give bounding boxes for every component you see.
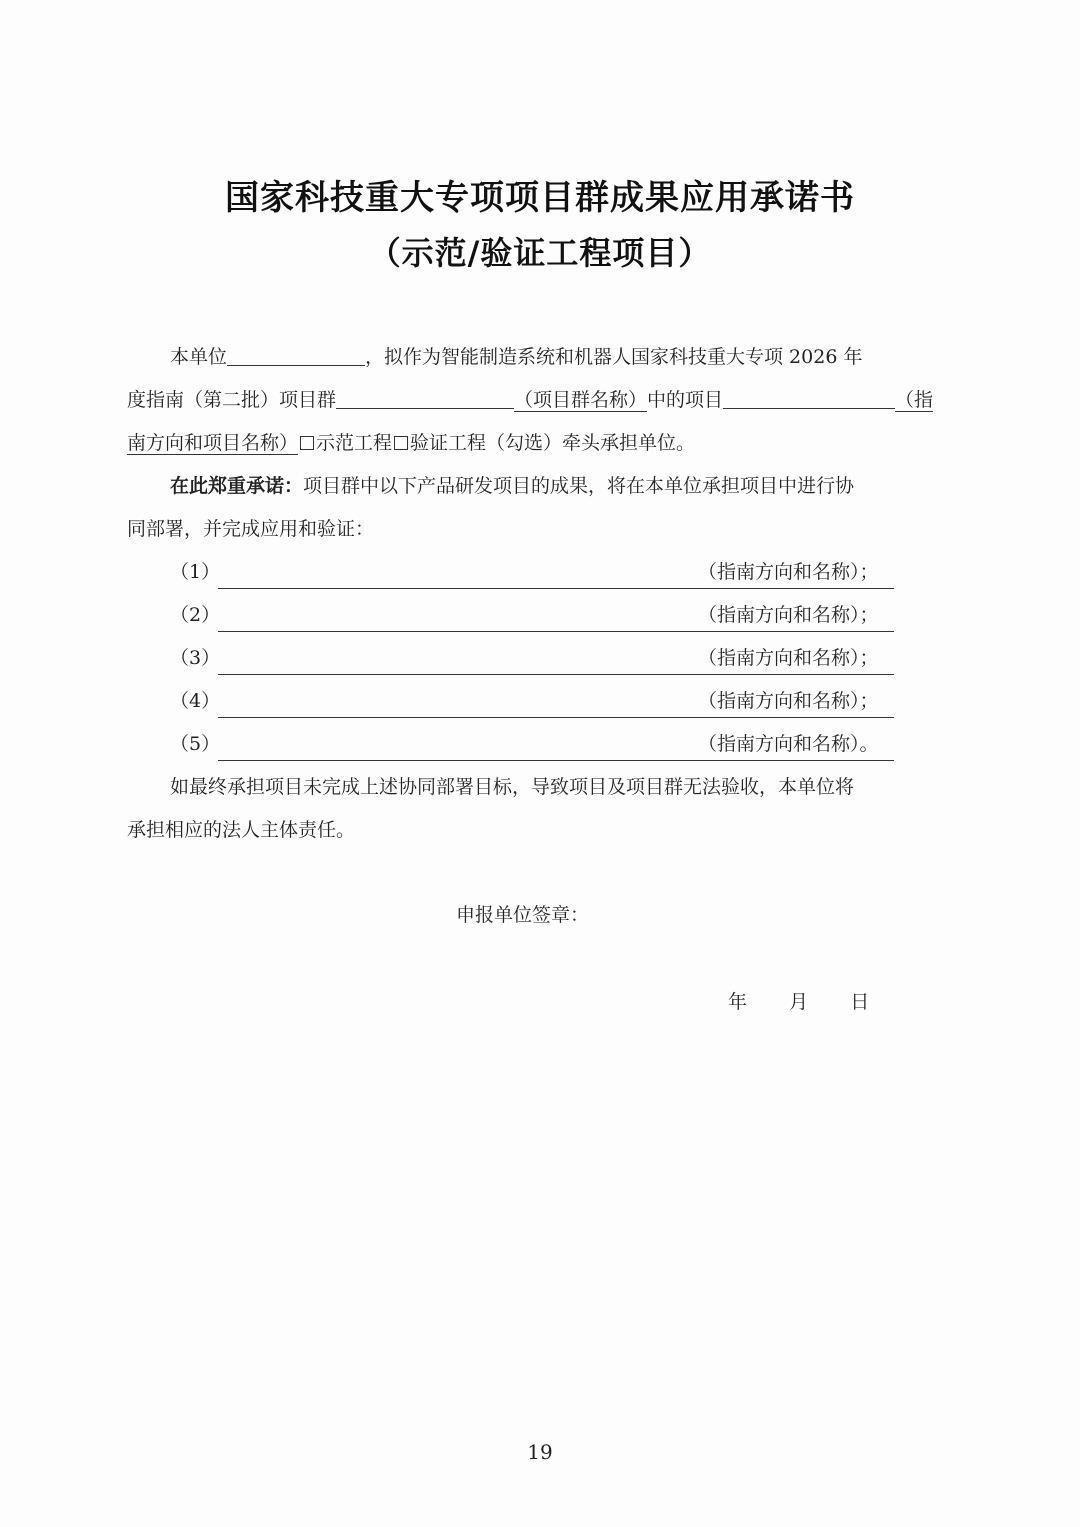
item-number: （2） [170, 604, 221, 626]
verify-project-label: 验证工程（勾选）牵头承担单位。 [410, 432, 696, 454]
page-number: 19 [527, 1440, 553, 1464]
direction-project-hint: 南方向和项目名称） [127, 432, 299, 454]
project-name-blank[interactable] [723, 388, 895, 409]
list-item [170, 732, 879, 756]
demo-project-label: 示范工程 [316, 432, 393, 454]
closing-line1: 如最终承担项目未完成上述协同部署目标，导致项目及项目群无法验收，本单位将 [170, 776, 855, 798]
date-day: 日 [850, 991, 870, 1013]
list-item [170, 603, 879, 627]
document-title: 国家科技重大专项项目群成果应用承诺书 [225, 178, 855, 218]
item-number: （1） [170, 561, 221, 583]
para1-line2-prefix: 度指南（第二批）项目群 [127, 389, 337, 411]
signature-label: 申报单位签章： [456, 904, 590, 926]
date-month: 月 [789, 991, 809, 1013]
item-note: （指南方向和名称）； [698, 690, 879, 712]
pledge-line2 [127, 517, 374, 541]
item-note: （指南方向和名称）。 [698, 733, 879, 755]
item-number: （4） [170, 690, 221, 712]
pledge-label: 在此郑重承诺： [170, 475, 304, 497]
para1-line2-paren: （指 [895, 389, 934, 411]
list-item [170, 689, 879, 713]
list-item [170, 646, 879, 670]
item-note: （指南方向和名称）； [698, 561, 879, 583]
closing-line2: 承担相应的法人主体责任。 [127, 819, 356, 841]
document-subtitle: （示范/验证工程项目） [368, 234, 712, 272]
para1-line3 [127, 431, 695, 455]
item-number: （3） [170, 647, 221, 669]
para1-after-blank: ，拟作为智能制造系统和机器人国家科技重大专项 2026 年 [365, 346, 863, 368]
para1-line2 [127, 388, 933, 412]
para1-prefix: 本单位 [170, 346, 228, 368]
item-note: （指南方向和名称）； [698, 647, 879, 669]
pledge-text1: 项目群中以下产品研发项目的成果，将在本单位承担项目中进行协 [303, 475, 855, 497]
date-line [728, 990, 869, 1014]
para1-line2-mid: 中的项目 [647, 389, 724, 411]
item-number: （5） [170, 733, 221, 755]
project-group-blank[interactable] [336, 388, 514, 409]
pledge-text2: 同部署，并完成应用和验证： [127, 518, 375, 540]
verify-project-checkbox[interactable] [394, 436, 408, 450]
demo-project-checkbox[interactable] [300, 436, 314, 450]
pledge-line1 [170, 474, 854, 498]
para1-line1 [170, 345, 862, 369]
item-note: （指南方向和名称）； [698, 604, 879, 626]
list-item [170, 560, 879, 584]
date-year: 年 [728, 991, 748, 1013]
project-group-hint: （项目群名称） [514, 389, 648, 411]
unit-name-blank[interactable] [227, 345, 365, 366]
